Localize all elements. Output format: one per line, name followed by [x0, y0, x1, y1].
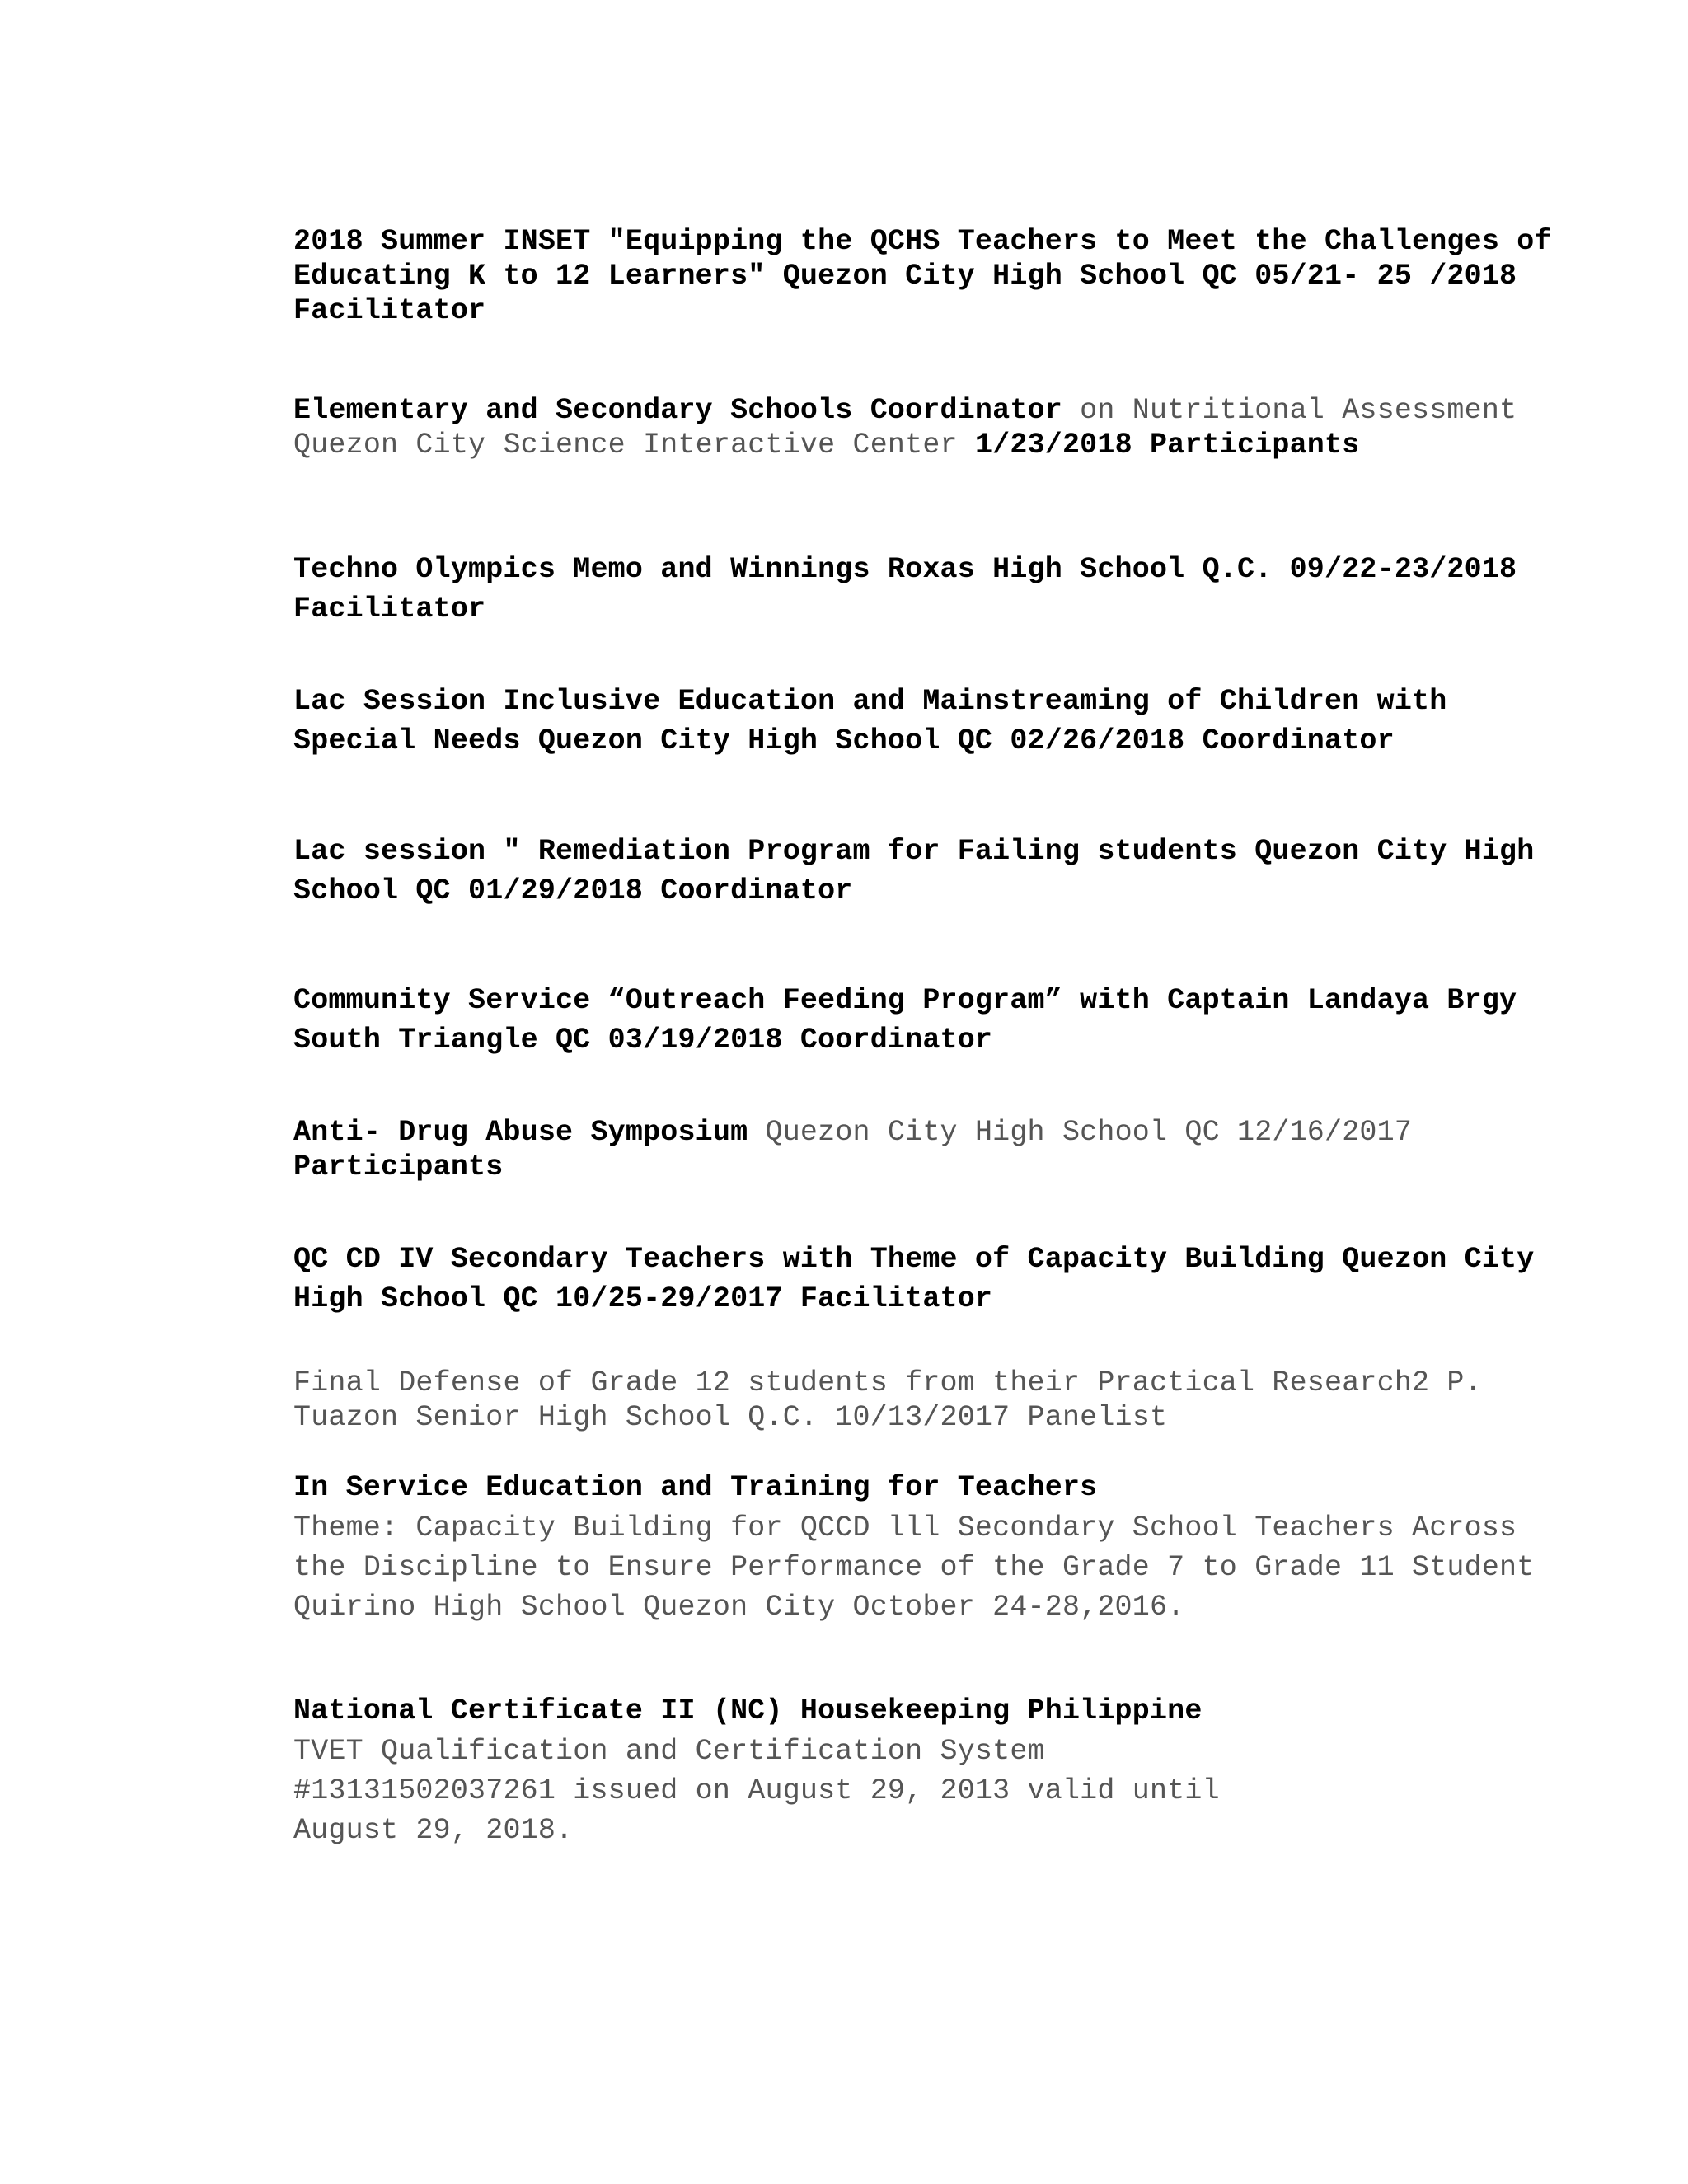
- entry-heading: In Service Education and Training for Teachers: [293, 1471, 1098, 1504]
- entry-nutritional-assessment: [293, 393, 1563, 462]
- entry-role: Participants: [293, 1151, 504, 1183]
- entry-summer-inset: 2018 Summer INSET "Equipping the QCHS Teachers to Meet the Challenges of Educating K to 12 Learners" Quezon City High School QC 05/21- 25 /2018 Facilitator: [293, 225, 1552, 327]
- entry-body: Theme: Capacity Building for QCCD lll Secondary School Teachers Across the Discipline to Ensure Performance of the Grade 7 to Grade 11 Student Quirino High School Quezon City October 24-28,2016.: [293, 1511, 1535, 1624]
- entry-detail: Quezon City High School QC 12/16/2017: [748, 1116, 1413, 1149]
- entry-detail: on Nutritional Assessment Quezon City Science Interactive Center: [293, 394, 1517, 462]
- entry-title: Elementary and Secondary Schools Coordinator: [293, 394, 1062, 427]
- entry-inset-training: [293, 1470, 1563, 1627]
- entry-techno-olympics: Techno Olympics Memo and Winnings Roxas High School Q.C. 09/22-23/2018 Facilitator: [293, 553, 1517, 626]
- entry-community-service: Community Service “Outreach Feeding Program” with Captain Landaya Brgy South Triangle QC 03/19/2018 Coordinator: [293, 984, 1517, 1057]
- entry-national-certificate: [293, 1694, 1563, 1850]
- entry-body: TVET Qualification and Certification System #13131502037261 issued on August 29, 2013 valid until August 29, 2018.: [293, 1735, 1220, 1847]
- entry-lac-remediation: Lac session " Remediation Program for Failing students Quezon City High School QC 01/29/2018 Coordinator: [293, 835, 1535, 907]
- entry-date-role: 1/23/2018 Participants: [974, 429, 1360, 462]
- entry-heading: National Certificate II (NC) Housekeeping Philippine: [293, 1694, 1203, 1727]
- entry-lac-inclusive-education: Lac Session Inclusive Education and Mainstreaming of Children with Special Needs Quezon City High School QC 02/26/2018 Coordinator: [293, 685, 1447, 757]
- entry-qc-cd-iv: QC CD IV Secondary Teachers with Theme of Capacity Building Quezon City High School QC 10/25-29/2017 Facilitator: [293, 1243, 1535, 1315]
- entry-anti-drug-symposium: [293, 1115, 1563, 1184]
- entry-title: Anti- Drug Abuse Symposium: [293, 1116, 748, 1149]
- entry-final-defense: Final Defense of Grade 12 students from their Practical Research2 P. Tuazon Senior High School Q.C. 10/13/2017 Panelist: [293, 1366, 1482, 1434]
